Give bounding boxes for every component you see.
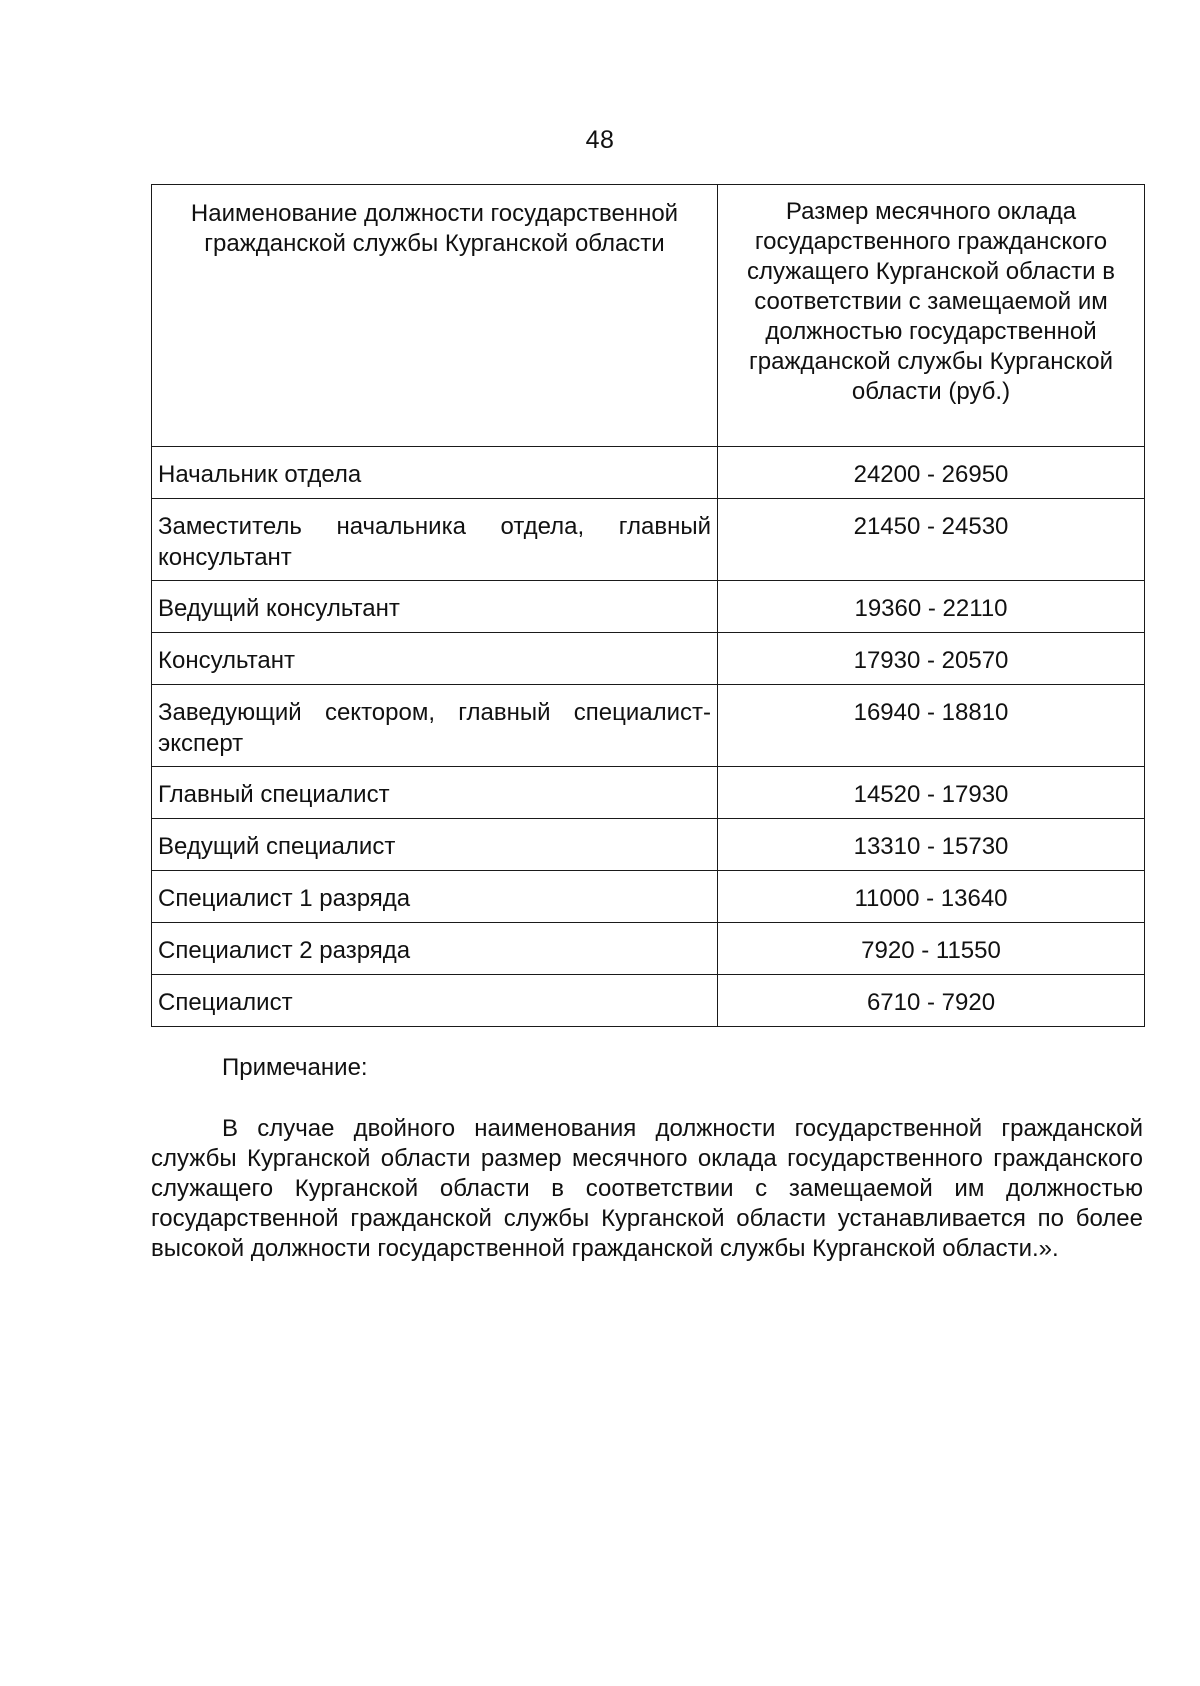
table-row — [152, 819, 1145, 871]
table-row — [152, 871, 1145, 923]
salary-range-cell: 11000 - 13640 — [718, 871, 1145, 923]
position-cell: Специалист — [152, 975, 718, 1027]
table-row — [152, 923, 1145, 975]
salary-range-cell: 7920 - 11550 — [718, 923, 1145, 975]
position-cell: Специалист 1 разряда — [152, 871, 718, 923]
table-row — [152, 633, 1145, 685]
salary-range-cell: 21450 - 24530 — [718, 499, 1145, 581]
note-text: В случае двойного наименования должности государственной гражданской службы Курганской области размер месячного оклада государственного гражданского служащего Курганской области в соответствии с замещаемой им должностью государственной гражданской службы Курганской области устанавливается по более высокой должности государственной гражданской службы Курганской области.». — [151, 1115, 1143, 1262]
position-cell: Ведущий консультант — [152, 581, 718, 633]
salary-range-cell: 16940 - 18810 — [718, 685, 1145, 767]
table-row — [152, 767, 1145, 819]
page-number: 48 — [585, 126, 615, 154]
salary-range-cell: 17930 - 20570 — [718, 633, 1145, 685]
table-row — [152, 447, 1145, 499]
salary-column-header — [718, 185, 1145, 447]
position-cell: Консультант — [152, 633, 718, 685]
table-row — [152, 975, 1145, 1027]
position-cell: Заведующий сектором, главный специалист-эксперт — [152, 685, 718, 767]
table-header-row — [152, 185, 1145, 447]
table-row — [152, 581, 1145, 633]
salary-range-cell: 13310 - 15730 — [718, 819, 1145, 871]
table-row — [152, 499, 1145, 581]
salary-range-cell: 19360 - 22110 — [718, 581, 1145, 633]
position-cell: Специалист 2 разряда — [152, 923, 718, 975]
salary-range-cell: 14520 - 17930 — [718, 767, 1145, 819]
position-cell: Заместитель начальника отдела, главный консультант — [152, 499, 718, 581]
table-row — [152, 685, 1145, 767]
salary-range-cell: 24200 - 26950 — [718, 447, 1145, 499]
salary-table — [151, 184, 1145, 1027]
salary-column-header-text: Размер месячного оклада государственного гражданского служащего Курганской области в соответствии с замещаемой им должностью государственной гражданской службы Курганской области (руб.) — [746, 198, 1115, 405]
position-column-header — [152, 185, 718, 447]
position-cell: Начальник отдела — [152, 447, 718, 499]
position-cell: Главный специалист — [152, 767, 718, 819]
position-column-header-text: Наименование должности государственной гражданской службы Курганской области — [190, 200, 679, 257]
note-label: Примечание: — [222, 1054, 368, 1081]
position-cell: Ведущий специалист — [152, 819, 718, 871]
salary-range-cell: 6710 - 7920 — [718, 975, 1145, 1027]
